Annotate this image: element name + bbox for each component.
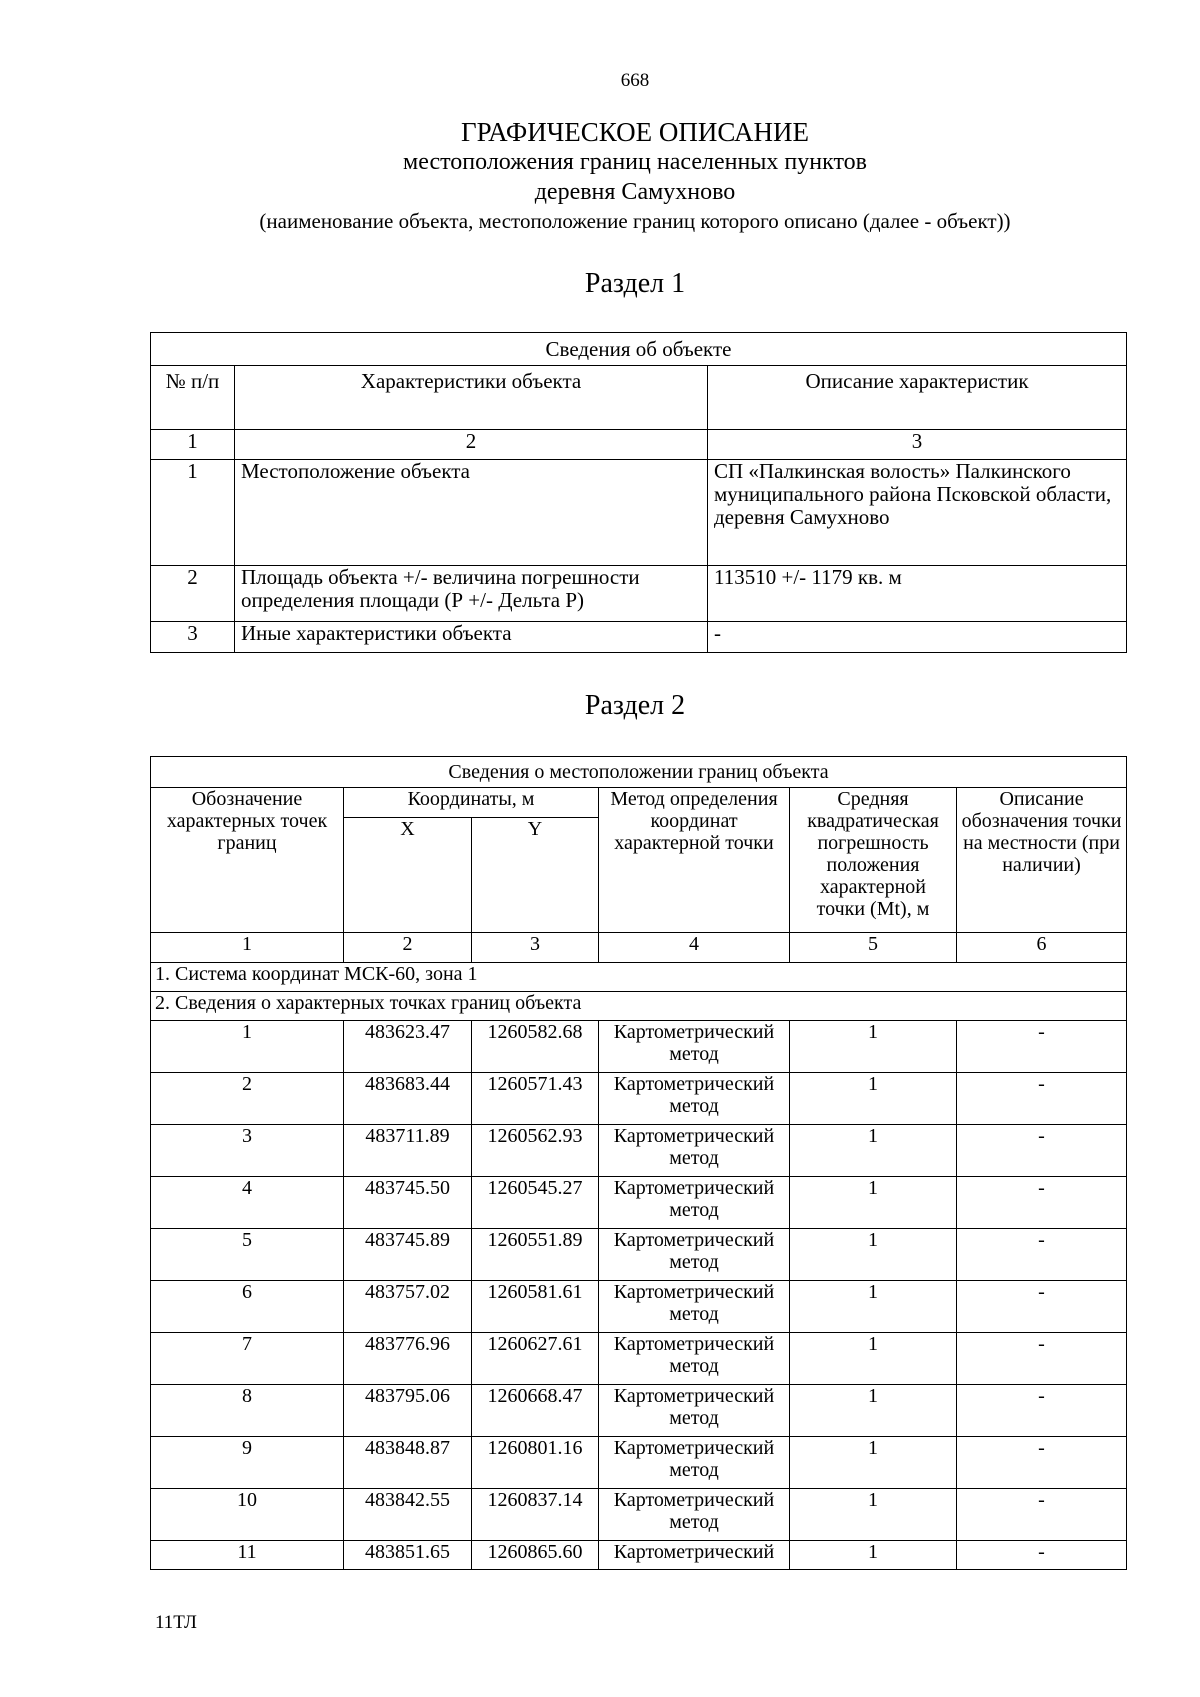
header-method: Метод определения координат характерной точки (599, 788, 790, 933)
point-number: 9 (151, 1437, 344, 1489)
point-x: 483851.65 (344, 1541, 472, 1570)
point-mt: 1 (790, 1229, 957, 1281)
point-x: 483745.50 (344, 1177, 472, 1229)
point-y: 1260865.60 (472, 1541, 599, 1570)
point-number: 2 (151, 1073, 344, 1125)
header-x: X (344, 818, 472, 933)
coord-system: 1. Система координат МСК-60, зона 1 (151, 963, 1127, 992)
row-characteristic: Площадь объекта +/- величина погрешности определения площади (Р +/- Дельта Р) (235, 566, 708, 622)
point-number: 8 (151, 1385, 344, 1437)
table-row (151, 566, 1127, 622)
point-desc: - (957, 1229, 1127, 1281)
header-description: Описание обозначения точки на местности (при наличии) (957, 788, 1127, 933)
point-y: 1260801.16 (472, 1437, 599, 1489)
table-row (151, 1437, 1127, 1489)
point-y: 1260551.89 (472, 1229, 599, 1281)
point-desc: - (957, 1385, 1127, 1437)
point-y: 1260562.93 (472, 1125, 599, 1177)
point-number: 1 (151, 1021, 344, 1073)
col-number: 2 (235, 430, 708, 460)
header-error: Средняя квадратическая погрешность положения характерной точки (Mt), м (790, 788, 957, 933)
point-method: Картометрический (599, 1541, 790, 1570)
point-number: 10 (151, 1489, 344, 1541)
row-characteristic: Местоположение объекта (235, 460, 708, 566)
row-description: - (708, 622, 1127, 653)
point-desc: - (957, 1489, 1127, 1541)
point-mt: 1 (790, 1177, 957, 1229)
table-row (151, 460, 1127, 566)
col-number: 5 (790, 933, 957, 963)
point-number: 11 (151, 1541, 344, 1570)
table-row (151, 1541, 1127, 1570)
col-number: 1 (151, 430, 235, 460)
point-mt: 1 (790, 1125, 957, 1177)
table-row (151, 1333, 1127, 1385)
point-method: Картометрический метод (599, 1385, 790, 1437)
table-row (151, 1281, 1127, 1333)
point-number: 5 (151, 1229, 344, 1281)
point-x: 483623.47 (344, 1021, 472, 1073)
point-y: 1260668.47 (472, 1385, 599, 1437)
table-caption: Сведения о местоположении границ объекта (151, 757, 1127, 788)
point-number: 4 (151, 1177, 344, 1229)
point-desc: - (957, 1437, 1127, 1489)
point-x: 483757.02 (344, 1281, 472, 1333)
table-caption: Сведения об объекте (151, 333, 1127, 366)
point-desc: - (957, 1541, 1127, 1570)
table-row (151, 1073, 1127, 1125)
table-row (151, 1021, 1127, 1073)
point-mt: 1 (790, 1385, 957, 1437)
col-number: 4 (599, 933, 790, 963)
point-number: 3 (151, 1125, 344, 1177)
point-mt: 1 (790, 1073, 957, 1125)
point-method: Картометрический метод (599, 1021, 790, 1073)
table-row (151, 1125, 1127, 1177)
object-info-table (150, 332, 1127, 653)
table-row (151, 1385, 1127, 1437)
heading-object-name: деревня Самухново (534, 179, 736, 205)
footer-code: 11ТЛ (155, 1612, 197, 1633)
point-y: 1260571.43 (472, 1073, 599, 1125)
point-method: Картометрический метод (599, 1177, 790, 1229)
table-row (151, 1229, 1127, 1281)
heading-note: (наименование объекта, местоположение границ которого описано (далее - объект)) (259, 209, 1011, 233)
header-description: Описание характеристик (708, 366, 1127, 430)
point-method: Картометрический метод (599, 1125, 790, 1177)
heading-title: ГРАФИЧЕСКОЕ ОПИСАНИЕ (460, 117, 810, 147)
point-desc: - (957, 1333, 1127, 1385)
table-row (151, 1489, 1127, 1541)
point-mt: 1 (790, 1281, 957, 1333)
point-x: 483683.44 (344, 1073, 472, 1125)
point-method: Картометрический метод (599, 1489, 790, 1541)
col-number: 3 (708, 430, 1127, 460)
row-characteristic: Иные характеристики объекта (235, 622, 708, 653)
table-row (151, 1177, 1127, 1229)
points-caption: 2. Сведения о характерных точках границ объекта (151, 992, 1127, 1021)
point-y: 1260627.61 (472, 1333, 599, 1385)
point-x: 483842.55 (344, 1489, 472, 1541)
page-number: 668 (620, 70, 650, 91)
point-y: 1260545.27 (472, 1177, 599, 1229)
point-y: 1260581.61 (472, 1281, 599, 1333)
row-num: 3 (151, 622, 235, 653)
document-heading (0, 116, 1200, 235)
point-mt: 1 (790, 1541, 957, 1570)
point-mt: 1 (790, 1021, 957, 1073)
point-x: 483745.89 (344, 1229, 472, 1281)
col-number: 6 (957, 933, 1127, 963)
point-method: Картометрический метод (599, 1281, 790, 1333)
point-x: 483795.06 (344, 1385, 472, 1437)
point-mt: 1 (790, 1489, 957, 1541)
point-number: 7 (151, 1333, 344, 1385)
point-method: Картометрический метод (599, 1073, 790, 1125)
point-y: 1260582.68 (472, 1021, 599, 1073)
point-mt: 1 (790, 1333, 957, 1385)
row-num: 1 (151, 460, 235, 566)
header-coords: Координаты, м (344, 788, 599, 818)
point-x: 483711.89 (344, 1125, 472, 1177)
heading-subtitle: местоположения границ населенных пунктов (403, 149, 867, 175)
row-num: 2 (151, 566, 235, 622)
point-desc: - (957, 1177, 1127, 1229)
header-characteristic: Характеристики объекта (235, 366, 708, 430)
point-desc: - (957, 1021, 1127, 1073)
point-mt: 1 (790, 1437, 957, 1489)
row-description: СП «Палкинская волость» Палкинского муниципального района Псковской области, деревня Самухново (708, 460, 1127, 566)
point-x: 483776.96 (344, 1333, 472, 1385)
point-desc: - (957, 1281, 1127, 1333)
point-desc: - (957, 1073, 1127, 1125)
point-method: Картометрический метод (599, 1333, 790, 1385)
col-number: 2 (344, 933, 472, 963)
header-num: № п/п (151, 366, 235, 430)
point-method: Картометрический метод (599, 1437, 790, 1489)
section2-title: Раздел 2 (584, 690, 686, 721)
header-y: Y (472, 818, 599, 933)
col-number: 3 (472, 933, 599, 963)
point-method: Картометрический метод (599, 1229, 790, 1281)
point-x: 483848.87 (344, 1437, 472, 1489)
row-description: 113510 +/- 1179 кв. м (708, 566, 1127, 622)
table-row (151, 622, 1127, 653)
point-number: 6 (151, 1281, 344, 1333)
point-y: 1260837.14 (472, 1489, 599, 1541)
point-desc: - (957, 1125, 1127, 1177)
boundary-points-table (150, 756, 1127, 1570)
section1-title: Раздел 1 (584, 268, 686, 299)
header-designation: Обозначение характерных точек границ (151, 788, 344, 933)
col-number: 1 (151, 933, 344, 963)
